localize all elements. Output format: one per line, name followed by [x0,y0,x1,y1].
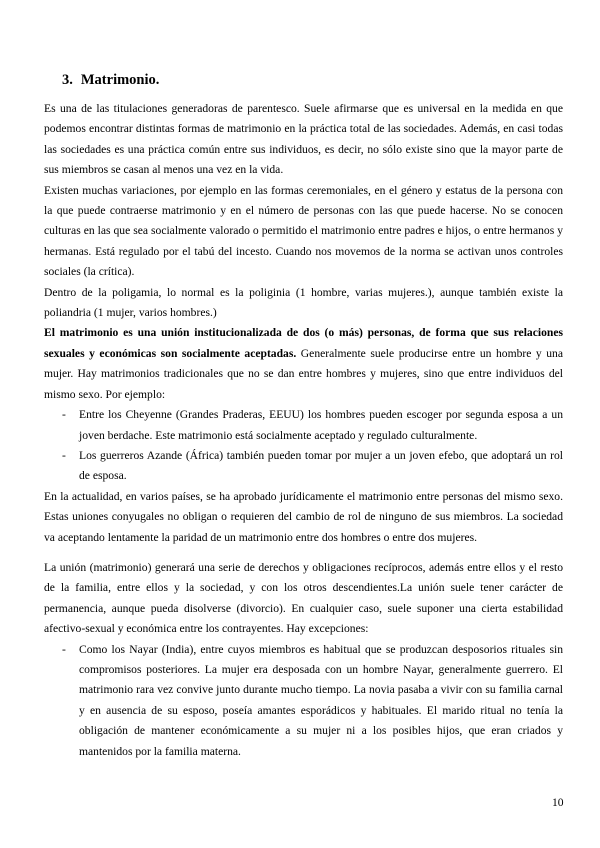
paragraph-current-law: En la actualidad, en varios países, se ha aprobado jurídicamente el matrimonio entre personas del mismo sexo. Estas uniones conyugales no obligan o requieren del cambio de rol de ninguno de sus miembros. La sociedad va aceptando lentamente la paridad de un matrimonio entre dos hombres o entre dos mujeres. [44,489,563,544]
list-item [44,405,563,446]
paragraph-polygamy: Dentro de la poligamia, lo normal es la poliginia (1 hombre, varias mujeres.), aunque también existe la poliandria (1 mujer, varios hombres.) [44,285,563,320]
paragraph-universality: Es una de las titulaciones generadoras de parentesco. Suele afirmarse que es universal en la medida en que podemos encontrar distintas formas de matrimonio en la práctica total de las sociedades. Además, en casi todas las sociedades es una práctica común entre sus individuos, es decir, no sólo existe sino que la mayor parte de sus miembros se casan al menos una vez en la vida. [44,102,563,177]
list-dash: - [62,408,66,422]
section-number: 3. [62,72,73,88]
list-dash: - [62,448,66,462]
page-number: 10 [552,796,564,809]
definition-bold-text: El matrimonio es una unión institucionalizada de dos (o más) personas, de forma que sus relaciones sexuales y económicas son socialmente aceptadas. [44,326,563,360]
list-item [44,640,563,762]
same-sex-examples-list [44,405,563,487]
section-heading [62,72,159,89]
body-text [44,99,563,762]
paragraph-variations: Existen muchas variaciones, por ejemplo en las formas ceremoniales, en el género y estatus de la persona con la que puede contraerse matrimonio y en el número de personas con las que puede hacerse. No se conocen culturas en las que sea socialmente valorado o permitido el matrimonio entre padres e hijos, o entre hermanos y hermanas. Está regulado por el tabú del incesto. Cuando nos movemos de la norma se activan unos controles sociales (la crítica). [44,183,563,279]
definition-continuation: Generalmente suele producirse entre un hombre y una mujer. Hay matrimonios tradicionales que no se dan entre hombres y mujeres, sino que entre individuos del mismo sexo. Por ejemplo: [44,346,563,401]
section-title: Matrimonio. [80,72,160,88]
list-dash: - [62,642,66,656]
list-item-text: Los guerreros Azande (África) también pueden tomar por mujer a un joven efebo, que adoptará un rol de esposa. [79,448,563,483]
exceptions-list [44,640,563,762]
paragraph-rights-obligations: La unión (matrimonio) generará una serie de derechos y obligaciones recíprocos, además entre ellos y el resto de la familia, entre ellos y la sociedad, y con los otros descendientes.La unión suele tener carácter de permanencia, aunque pueda disolverse (divorcio). En cualquier caso, suele suponer una cierta estabilidad afectivo-sexual y económica entre los contrayentes. Hay excepciones: [44,560,563,636]
paragraph-definition [44,323,563,405]
list-item [44,446,563,487]
list-item-text: Como los Nayar (India), entre cuyos miembros es habitual que se produzcan desposorios rituales sin compromisos posteriores. La mujer era desposada con un hombre Nayar, generalmente guerrero. El matrimonio rara vez convive junto durante mucho tiempo. La novia pasaba a vivir con su familia carnal y en ausencia de su esposo, poseía amantes esporádicos y habituales. El marido ritual no tenía la obligación de mantener económicamente a su mujer ni a los posibles hijos, que eran criados y mantenidos por la familia materna. [79,642,563,758]
list-item-text: Entre los Cheyenne (Grandes Praderas, EEUU) los hombres pueden escoger por segunda esposa a un joven berdache. Este matrimonio está socialmente aceptado y regulado culturalmente. [79,408,563,442]
